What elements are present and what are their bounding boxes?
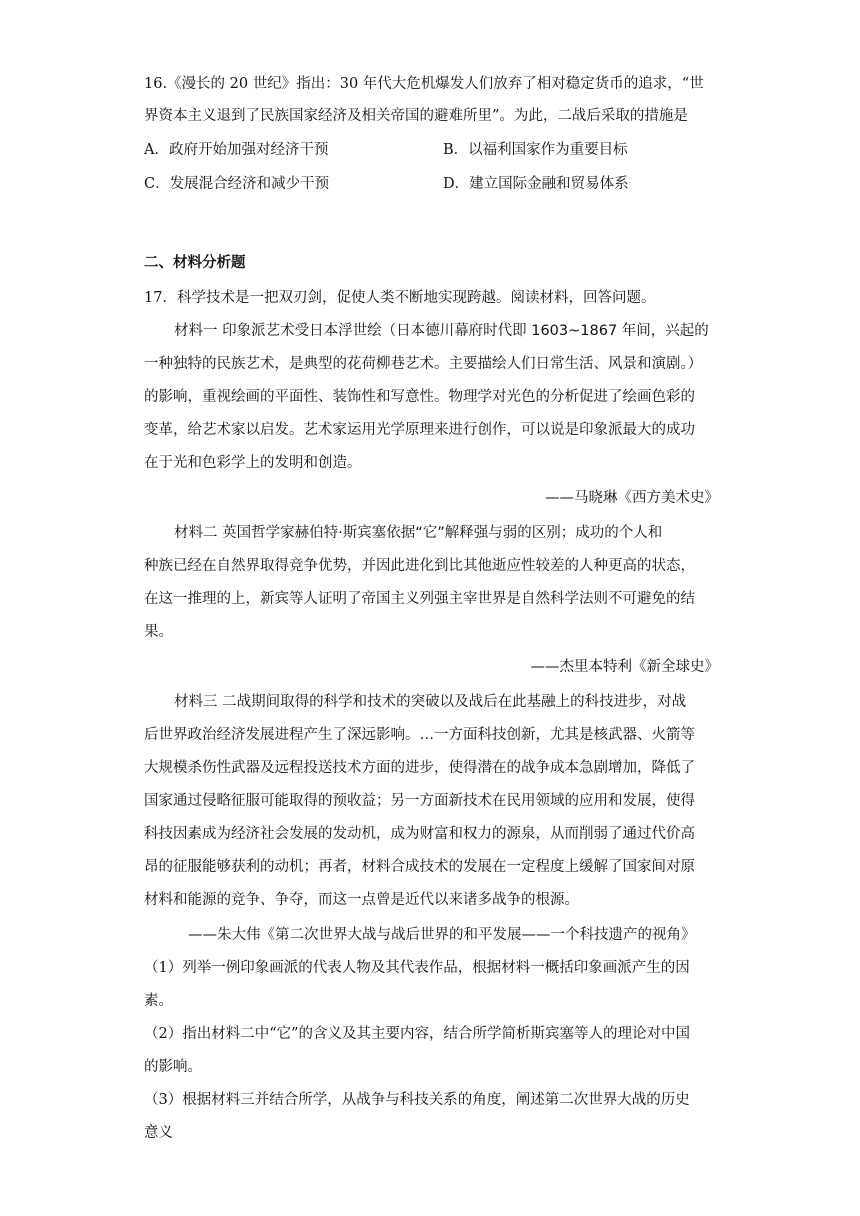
q16-option-d: D．建立国际金融和贸易体系	[443, 176, 629, 192]
material1-line-1: 材料一 印象派艺术受日本浮世绘（日本德川幕府时代即 1603~1867 年间，兴起的	[174, 323, 709, 339]
question-3-line-1: （3）根据材料三并结合所学，从战争与科技关系的角度，阐述第二次世界大战的历史	[144, 1092, 690, 1108]
material1-source: ——马晓琳《西方美术史》	[545, 490, 719, 506]
material2-line-1: 材料二 英国哲学家赫伯特·斯宾塞依据“它”解释强与弱的区别；成功的个人和	[174, 525, 663, 541]
material2-line-3: 在这一推理的上，新宾等人证明了帝国主义列强主宰世界是自然科学法则不可避免的结	[144, 591, 695, 607]
material1-line-3: 的影响，重视绘画的平面性、装饰性和写意性。物理学对光色的分析促进了绘画色彩的	[144, 389, 695, 405]
q16-option-b: B．以福利国家作为重要目标	[443, 142, 628, 158]
question-1-line-1: （1）列举一例印象画派的代表人物及其代表作品，根据材料一概括印象画派产生的因	[144, 960, 690, 976]
q16-option-c: C．发展混合经济和减少干预	[144, 176, 330, 192]
q16-option-a: A．政府开始加强对经济干预	[144, 142, 329, 158]
material3-line-3: 大规模杀伤性武器及远程投送技术方面的进步，使得潜在的战争成本急剧增加，降低了	[144, 760, 695, 776]
material3-line-1: 材料三 二战期间取得的科学和技术的突破以及战后在此基融上的科技进步，对战	[174, 694, 687, 710]
material3-source: ——朱大伟《第二次世界大战与战后世界的和平发展——一个科技遗产的视角》	[188, 927, 696, 943]
material3-line-6: 昂的征服能够获利的动机；再者，材料合成技术的发展在一定程度上缓解了国家间对原	[144, 859, 695, 875]
material1-line-4: 变革，给艺术家以启发。艺术家运用光学原理来进行创作，可以说是印象派最大的成功	[144, 422, 695, 438]
q16-stem-line-2: 界资本主义退到了民族国家经济及相关帝国的避难所里”。为此，二战后采取的措施是	[144, 108, 688, 124]
material1-line-2: 一种独特的民族艺术，是典型的花荷柳巷艺术。主要描绘人们日常生活、风景和演剧。）	[144, 356, 703, 372]
question-2-line-1: （2）指出材料二中“它”的含义及其主要内容，结合所学简析斯宾塞等人的理论对中国	[144, 1026, 691, 1042]
material1-line-5: 在于光和色彩学上的发明和创造。	[144, 455, 362, 471]
q16-stem-line-1: 16.《漫长的 20 世纪》指出：30 年代大危机爆发人们放弃了相对稳定货币的追求，“世	[144, 76, 704, 92]
material3-line-5: 科技因素成为经济社会发展的发动机，成为财富和权力的源泉，从而削弱了通过代价高	[144, 826, 695, 842]
question-1-line-2: 素。	[144, 993, 173, 1009]
material2-line-2: 种族已经在自然界取得竞争优势，并因此进化到比其他逝应性较差的人种更高的状态，	[144, 558, 695, 574]
material2-source: ——杰里本特利《新全球史》	[530, 659, 719, 675]
section-title: 二、材料分析题	[144, 254, 246, 271]
material3-line-2: 后世界政治经济发展进程产生了深远影响。…一方面科技创新，尤其是核武器、火箭等	[144, 727, 695, 743]
q17-intro: 17．科学技术是一把双刃剑，促使人类不断地实现跨越。阅读材料，回答问题。	[144, 290, 656, 306]
question-3-line-2: 意义	[144, 1125, 173, 1141]
material3-line-4: 国家通过侵略征服可能取得的预收益；另一方面新技术在民用领域的应用和发展，使得	[144, 793, 695, 809]
material3-line-7: 材料和能源的竞争、争夺，而这一点曾是近代以来诸多战争的根源。	[144, 892, 579, 908]
question-2-line-2: 的影响。	[144, 1059, 202, 1075]
material2-line-4: 果。	[144, 624, 173, 640]
